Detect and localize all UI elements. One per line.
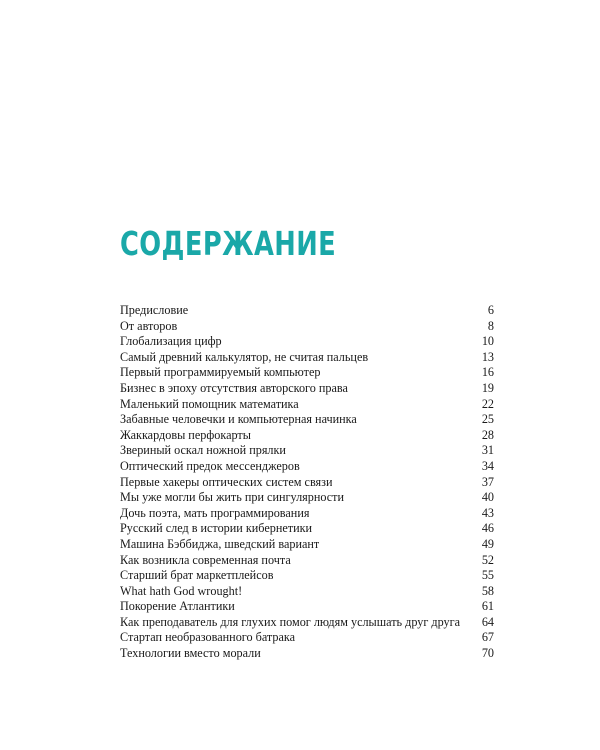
toc-entry [120, 630, 494, 646]
toc-entry [120, 506, 494, 522]
toc-entry-title: Стартап необразованного батрака [120, 630, 296, 645]
toc-entry-title: Первые хакеры оптических систем связи [120, 474, 333, 489]
toc-entry-title: Технологии вместо морали [120, 646, 261, 661]
toc-entry-title: Бизнес в эпоху отсутствия авторского права [120, 380, 348, 395]
toc-entry-title: Жаккардовы перфокарты [120, 427, 251, 442]
toc-entry-page-number: 22 [481, 396, 494, 411]
toc-entry-page-number: 64 [481, 614, 494, 629]
toc-entry-page-number: 6 [487, 303, 494, 317]
toc-entry [120, 334, 494, 350]
toc-entry-page-number: 16 [481, 365, 494, 380]
toc-entry-page-number: 67 [481, 630, 494, 645]
toc-entry [120, 646, 494, 662]
toc-entry [120, 443, 494, 459]
toc-entry [120, 599, 494, 615]
toc-entry-title: Оптический предок мессенджеров [120, 458, 300, 473]
toc-entry-page-number: 28 [481, 427, 494, 442]
toc-entry [120, 319, 494, 335]
toc-entry-page-number: 55 [481, 568, 494, 583]
toc-entry [120, 459, 494, 475]
toc-entry-page-number: 49 [481, 536, 494, 551]
toc-entry [120, 381, 494, 397]
toc-entry [120, 568, 494, 584]
toc-entry-page-number: 13 [481, 349, 494, 364]
toc-entry-page-number: 58 [481, 583, 494, 598]
toc-entry [120, 397, 494, 413]
toc-entry [120, 412, 494, 428]
toc-entry-page-number: 70 [481, 646, 494, 661]
toc-entry-title: Забавные человечки и компьютерная начинка [120, 412, 357, 427]
toc-entry-title: Старший брат маркетплейсов [120, 568, 274, 583]
toc-entry [120, 365, 494, 381]
toc-entry-page-number: 8 [487, 318, 494, 333]
toc-entry [120, 350, 494, 366]
toc-entry-page-number: 52 [481, 552, 494, 567]
page-title: СОДЕРЖАНИЕ [120, 224, 337, 263]
toc-entry-page-number: 46 [481, 521, 494, 536]
toc-entry [120, 615, 494, 631]
toc-entry [120, 475, 494, 491]
toc-entry-page-number: 43 [481, 505, 494, 520]
toc-entry-page-number: 10 [481, 334, 494, 349]
toc-entry-title: Покорение Атлантики [120, 599, 235, 614]
toc-entry-page-number: 61 [481, 599, 494, 614]
toc-entry-title: Самый древний калькулятор, не считая пальцев [120, 349, 369, 364]
toc-entry-title: Дочь поэта, мать программирования [120, 505, 310, 520]
toc-entry-title: What hath God wrought! [120, 583, 243, 598]
toc-entry-title: Предисловие [120, 303, 189, 317]
toc-entry-title: Машина Бэббиджа, шведский вариант [120, 536, 320, 551]
toc-entry [120, 428, 494, 444]
toc-entry-title: Глобализация цифр [120, 334, 222, 349]
toc-entry-title: Как преподаватель для глухих помог людям услышать друг друга [120, 614, 461, 629]
toc-entry-title: От авторов [120, 318, 178, 333]
toc-entry [120, 537, 494, 553]
toc-entry-title: Первый программируемый компьютер [120, 365, 321, 380]
toc-entry [120, 584, 494, 600]
toc-entry-page-number: 34 [481, 458, 494, 473]
toc-entry-title: Мы уже могли бы жить при сингулярности [120, 490, 345, 505]
toc-entry [120, 303, 494, 319]
table-of-contents [120, 303, 494, 662]
toc-entry [120, 553, 494, 569]
toc-entry-page-number: 37 [481, 474, 494, 489]
toc-entry-page-number: 25 [481, 412, 494, 427]
toc-entry-page-number: 31 [481, 443, 494, 458]
toc-entry [120, 490, 494, 506]
toc-entry-title: Как возникла современная почта [120, 552, 291, 567]
toc-entry-title: Звериный оскал ножной прялки [120, 443, 286, 458]
toc-entry-title: Русский след в истории кибернетики [120, 521, 313, 536]
toc-entry-page-number: 40 [481, 490, 494, 505]
toc-entry-title: Маленький помощник математика [120, 396, 299, 411]
toc-entry-page-number: 19 [481, 380, 494, 395]
toc-entry [120, 521, 494, 537]
